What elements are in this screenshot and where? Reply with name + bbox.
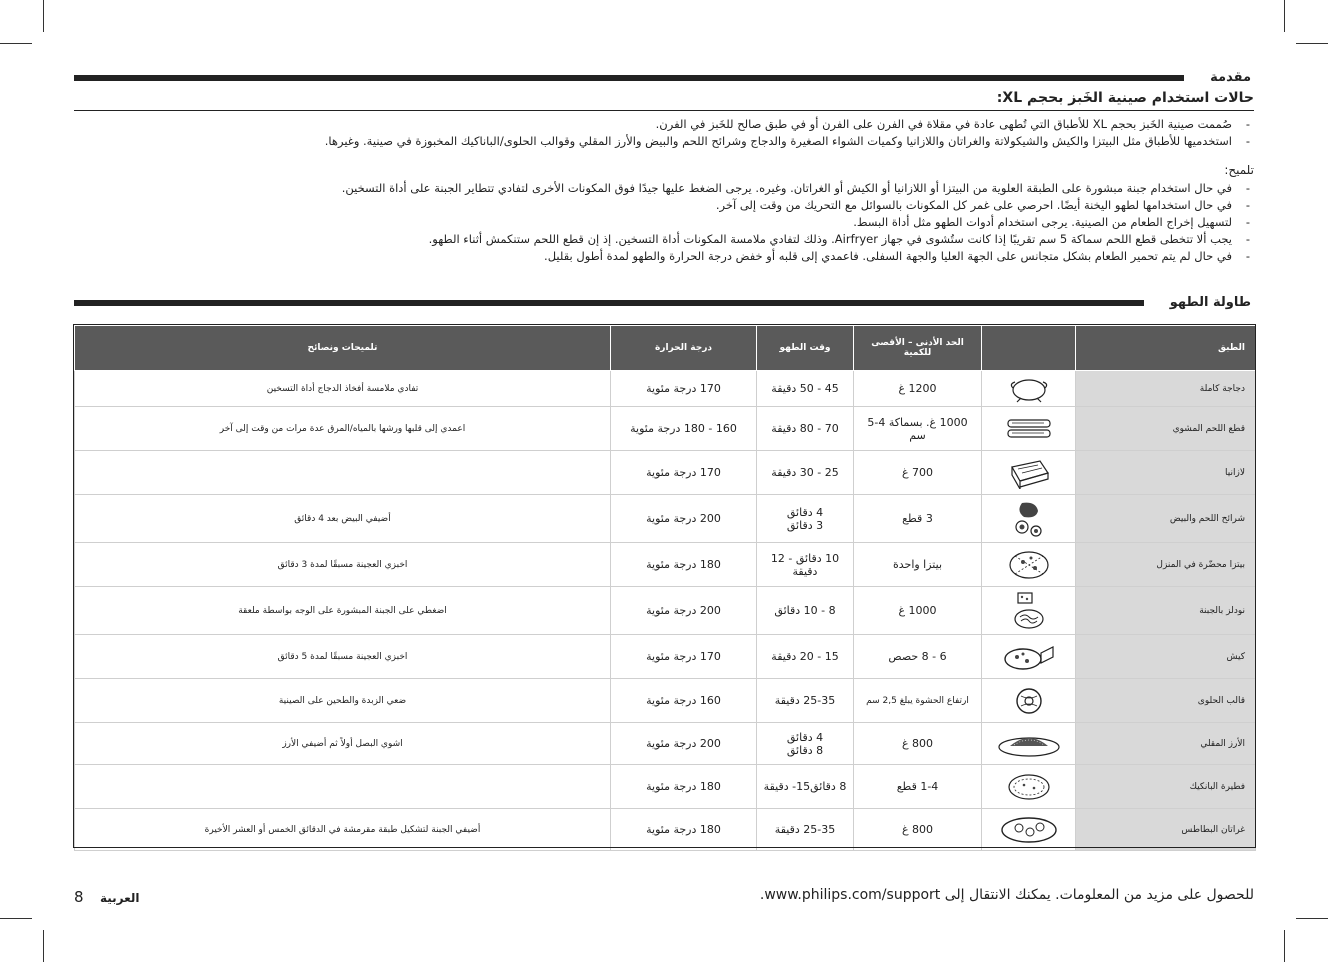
header-food: الطبق (1076, 326, 1256, 371)
cell-qty: 1-4 قطع (854, 765, 982, 809)
quiche-icon (1001, 641, 1057, 673)
cell-food: دجاجة كاملة (1076, 371, 1256, 407)
section-title-text: طاولة الطهو (1169, 295, 1251, 310)
cell-temp: 180 درجة مئوية (611, 765, 757, 809)
table-row (75, 543, 1256, 587)
list-item: - يجب ألا تتخطى قطع اللحم سماكة 5 سم تقريبًا إذا كانت ستُشوى في جهاز Airfryer. وذلك لتفادي ملامسة المكونات أداة التسخين. إذ إن قطع اللحم ستنكمش أثناء الطهو. (74, 231, 1254, 248)
cell-time: 8 - 10 دقائق (757, 587, 854, 635)
crop-mark (1284, 0, 1285, 32)
crop-mark (0, 43, 32, 44)
cell-tips: اشوي البصل أولاً ثم أضيفي الأرز (75, 723, 611, 765)
cell-qty: بيتزا واحدة (854, 543, 982, 587)
section-bar (74, 75, 1184, 81)
cell-tips: ضعي الزبدة والطحين على الصينية (75, 679, 611, 723)
gratin-icon (999, 814, 1059, 846)
cell-food: غراتان البطاطس (1076, 809, 1256, 851)
cell-tips: اخبزي العجينة مسبقًا لمدة 3 دقائق (75, 543, 611, 587)
cell-food: لازانيا (1076, 451, 1256, 495)
list-item: - استخدميها للأطباق مثل البيتزا والكيش والشيكولاتة والغراتان واللازانيا وكميات الشواء الصغيرة والدجاج وشرائح اللحم والبيض والأرز المقلي وقوالب الحلوى/الباناكيك المخبوزة في صينية. وغيرها. (74, 133, 1254, 150)
cell-tips (75, 451, 611, 495)
cell-icon (982, 495, 1076, 543)
table-row (75, 587, 1256, 635)
cell-temp: 180 درجة مئوية (611, 809, 757, 851)
cell-icon (982, 543, 1076, 587)
divider (74, 110, 1254, 111)
cell-icon (982, 723, 1076, 765)
crop-mark (43, 0, 44, 32)
cell-icon (982, 765, 1076, 809)
header-icon (982, 326, 1076, 371)
cell-qty: 1200 غ (854, 371, 982, 407)
support-text: للحصول على مزيد من المعلومات. يمكنك الانتقال إلى www.philips.com/support. (759, 887, 1254, 903)
section-title-table (1167, 295, 1254, 310)
table-row (75, 679, 1256, 723)
table-row (75, 723, 1256, 765)
cell-food: الأرز المقلي (1076, 723, 1256, 765)
list-item: - في حال استخدامها لطهو اليخنة أيضًا. احرصي على غمر كل المكونات بالسوائل مع التحريك من وقت إلى آخر. (74, 197, 1254, 214)
cell-food: نودلز بالجبنة (1076, 587, 1256, 635)
cell-time: 45 - 50 دقيقة (757, 371, 854, 407)
cell-time: 15 - 20 دقيقة (757, 635, 854, 679)
rice-icon (996, 729, 1062, 759)
cell-tips: اخبزي العجينة مسبقًا لمدة 5 دقائق (75, 635, 611, 679)
table-header-row (75, 326, 1256, 371)
cell-time: 8 دقائق15- دقيقة (757, 765, 854, 809)
tips-title: تلميح: (1224, 163, 1254, 177)
list-item: - صُممت صينية الخَبز بحجم XL للأطباق التي تُطهى عادة في مقلاة في الفرن على الفرن أو في طبق صالح للخَبز في الفرن. (74, 116, 1254, 133)
noodles-icon (1012, 591, 1046, 631)
table-row (75, 765, 1256, 809)
lasagna-icon (1006, 457, 1052, 489)
table-row (75, 809, 1256, 851)
section-bar (74, 300, 1144, 306)
cell-temp: 180 درجة مئوية (611, 543, 757, 587)
cell-temp: 160 - 180 درجة مئوية (611, 407, 757, 451)
cell-time: 25 - 30 دقيقة (757, 451, 854, 495)
cell-qty: 1000 غ. بسماكة 4-5 سم (854, 407, 982, 451)
steak-egg-icon (1012, 499, 1046, 539)
cell-food: شرائح اللحم والبيض (1076, 495, 1256, 543)
cell-time: 70 - 80 دقيقة (757, 407, 854, 451)
cell-icon (982, 809, 1076, 851)
cell-food: قطع اللحم المشوي (1076, 407, 1256, 451)
cell-qty: 800 غ (854, 809, 982, 851)
table-row (75, 407, 1256, 451)
cell-food: قالب الحلوى (1076, 679, 1256, 723)
cell-qty: 6 - 8 حصص (854, 635, 982, 679)
cell-tips: اضغطي على الجبنة المبشورة على الوجه بواسطة ملعقة (75, 587, 611, 635)
cell-time: 25-35 دقيقة (757, 679, 854, 723)
cell-tips: أضيفي الجبنة لتشكيل طبقة مقرمشة في الدقائق الخمس أو العشر الأخيرة (75, 809, 611, 851)
cell-icon (982, 451, 1076, 495)
cell-tips: اعمدي إلى قلبها ورشها بالمياه/المرق عدة مرات من وقت إلى آخر (75, 407, 611, 451)
cell-food: بيتزا محضّرة في المنزل (1076, 543, 1256, 587)
crop-mark (1296, 918, 1328, 919)
pizza-icon (1007, 548, 1051, 582)
chicken-icon (1007, 374, 1051, 404)
cell-time: 4 دقائق 8 دقائق (757, 723, 854, 765)
crop-mark (1284, 930, 1285, 962)
cell-icon (982, 635, 1076, 679)
cell-icon (982, 371, 1076, 407)
header-tips: تلميحات ونصائح (75, 326, 611, 371)
table-row (75, 635, 1256, 679)
tips-list (74, 180, 1254, 265)
section-title-text: مقدمة (1210, 70, 1251, 85)
header-time: وقت الطهو (757, 326, 854, 371)
cell-temp: 200 درجة مئوية (611, 495, 757, 543)
cake-icon (1014, 686, 1044, 716)
cell-tips: تفادي ملامسة أفخاذ الدجاج أداة التسخين (75, 371, 611, 407)
cell-tips (75, 765, 611, 809)
header-qty: الحد الأدنى – الأقصى للكمية (854, 326, 982, 371)
list-item: - في حال استخدام جبنة مبشورة على الطبقة العلوية من البيتزا أو اللازانيا أو الكيش أو الغراتان. وغيره. يرجى الضغط عليها جيدًا فوق المكونات الأخرى لتفادي تتطاير الجبنة على أداة التسخين. (74, 180, 1254, 197)
pancake-icon (1006, 772, 1052, 802)
page-number: 8 (74, 888, 84, 906)
uses-list (74, 116, 1254, 150)
cell-qty: ارتفاع الحشوة يبلغ 2,5 سم (854, 679, 982, 723)
cell-food: كيش (1076, 635, 1256, 679)
table-row (75, 371, 1256, 407)
cell-qty: 1000 غ (854, 587, 982, 635)
cell-icon (982, 587, 1076, 635)
cell-temp: 160 درجة مئوية (611, 679, 757, 723)
crop-mark (43, 930, 44, 962)
cell-qty: 700 غ (854, 451, 982, 495)
cell-time: 10 دقائق - 12 دقيقة (757, 543, 854, 587)
header-temp: درجة الحرارة (611, 326, 757, 371)
cell-time: 25-35 دقيقة (757, 809, 854, 851)
table-row (75, 495, 1256, 543)
cell-temp: 170 درجة مئوية (611, 635, 757, 679)
cell-temp: 200 درجة مئوية (611, 587, 757, 635)
crop-mark (1296, 43, 1328, 44)
section-title-intro (1207, 70, 1254, 85)
cell-icon (982, 407, 1076, 451)
uses-title: حالات استخدام صينية الخَبز بحجم XL: (996, 90, 1254, 106)
cell-qty: 800 غ (854, 723, 982, 765)
cell-tips: أضيفي البيض بعد 4 دقائق (75, 495, 611, 543)
cooking-table (74, 325, 1256, 851)
cell-qty: 3 قطع (854, 495, 982, 543)
cell-temp: 200 درجة مئوية (611, 723, 757, 765)
cell-temp: 170 درجة مئوية (611, 451, 757, 495)
language-label: العربية (100, 891, 140, 905)
cell-temp: 170 درجة مئوية (611, 371, 757, 407)
cell-icon (982, 679, 1076, 723)
cell-food: فطيرة البانكيك (1076, 765, 1256, 809)
list-item: - لتسهيل إخراج الطعام من الصينية. يرجى استخدام أدوات الطهو مثل أداة البسط. (74, 214, 1254, 231)
list-item: - في حال لم يتم تحمير الطعام بشكل متجانس على الجهة العليا والجهة السفلى. فاعمدي إلى قلبه أو خفض درجة الحرارة والطهو لمدة أطول بقليل. (74, 248, 1254, 265)
crop-mark (0, 918, 32, 919)
meat-slices-icon (1004, 414, 1054, 444)
cell-time: 4 دقائق 3 دقائق (757, 495, 854, 543)
table-row (75, 451, 1256, 495)
